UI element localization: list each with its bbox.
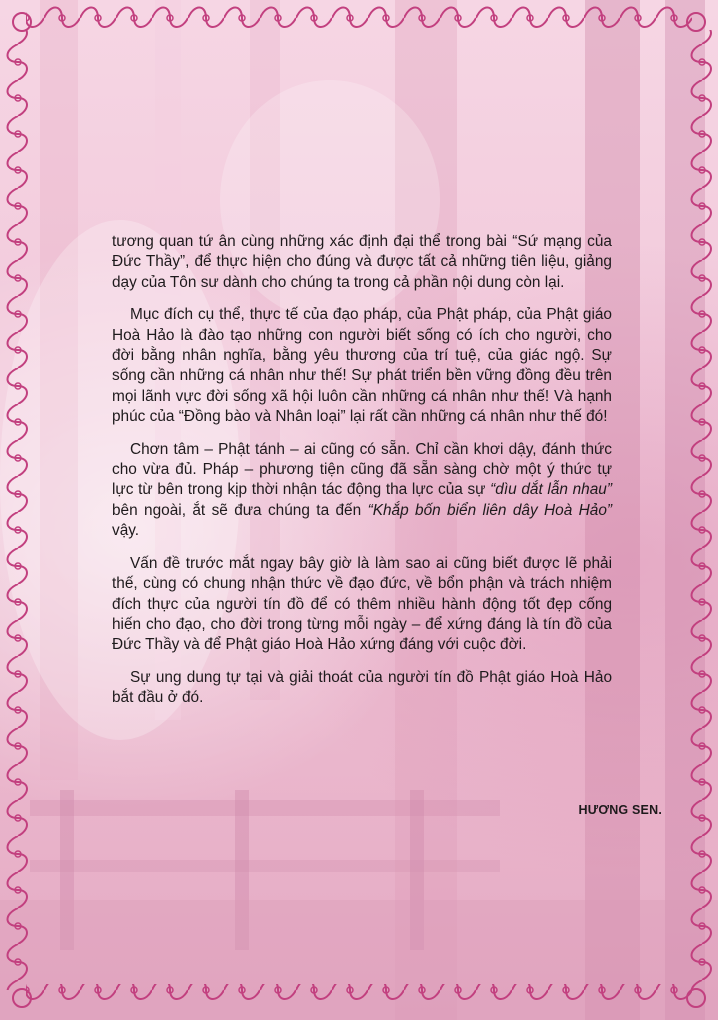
- paragraph-text: Mục đích cụ thể, thực tế của đạo pháp, của Phật pháp, của Phật giáo Hoà Hảo là đào tạo những con người biết sống có ích cho người, cho đời bằng nhân nghĩa, bằng yêu thương của trí tuệ, của giác ngộ. Sự sống cần những cá nhân như thế! Sự phát triển bền vững đồng đều trên mọi lãnh vực đời sống xã hội luôn cần những cá nhân như thế! Và hạnh phúc của “Đồng bào và Nhân loại” lại rất cần những cá nhân như thế đó!: [112, 306, 612, 426]
- paragraph-1: [112, 232, 612, 293]
- paragraph-3: [112, 440, 612, 542]
- paragraph-text: Sự ung dung tự tại và giải thoát của người tín đồ Phật giáo Hoà Hảo bắt đầu ở đó.: [112, 668, 612, 707]
- paragraph-text: Chơn tâm – Phật tánh – ai cũng có sẵn. Chỉ cần khơi dậy, đánh thức cho vừa đủ. Pháp – phương tiện cũng đã sẵn sàng chờ một ý thức tự lực từ bên trong kịp thời nhận tác động tha lực của sự: [112, 440, 612, 499]
- quote-italic: “dìu dắt lẫn nhau”: [490, 481, 612, 499]
- paragraph-text: vậy.: [112, 522, 140, 540]
- paragraph-text: tương quan tứ ân cùng những xác định đại thể trong bài “Sứ mạng của Đức Thầy”, để thực hiện cho đúng và được tất cả những tiên liệu, giảng dạy của Tôn sư dành cho chúng ta trong cả phần nội dung còn lại.: [112, 233, 612, 291]
- paragraph-text: bên ngoài, ắt sẽ đưa chúng ta đến: [112, 501, 368, 519]
- paragraph-text: Vấn đề trước mắt ngay bây giờ là làm sao ai cũng biết được lẽ phải thế, cùng có chung nhận thức về đạo đức, về bổn phận và trách nhiệm đích thực của người tín đồ để có thêm nhiều hành động tốt đẹp cống hiến cho đạo, cho đời trong từng mỗi ngày – để xứng đáng là tín đồ của Đức Thầy và để Phật giáo Hoà Hảo xứng đáng với cuộc đời.: [112, 554, 612, 654]
- paragraph-5: [112, 668, 612, 709]
- paragraph-2: [112, 305, 612, 427]
- article-body: [112, 232, 612, 721]
- quote-italic: “Khắp bốn biển liên dây Hoà Hảo”: [367, 501, 613, 519]
- author-signature: HƯƠNG SEN.: [578, 803, 662, 817]
- paragraph-4: [112, 554, 612, 656]
